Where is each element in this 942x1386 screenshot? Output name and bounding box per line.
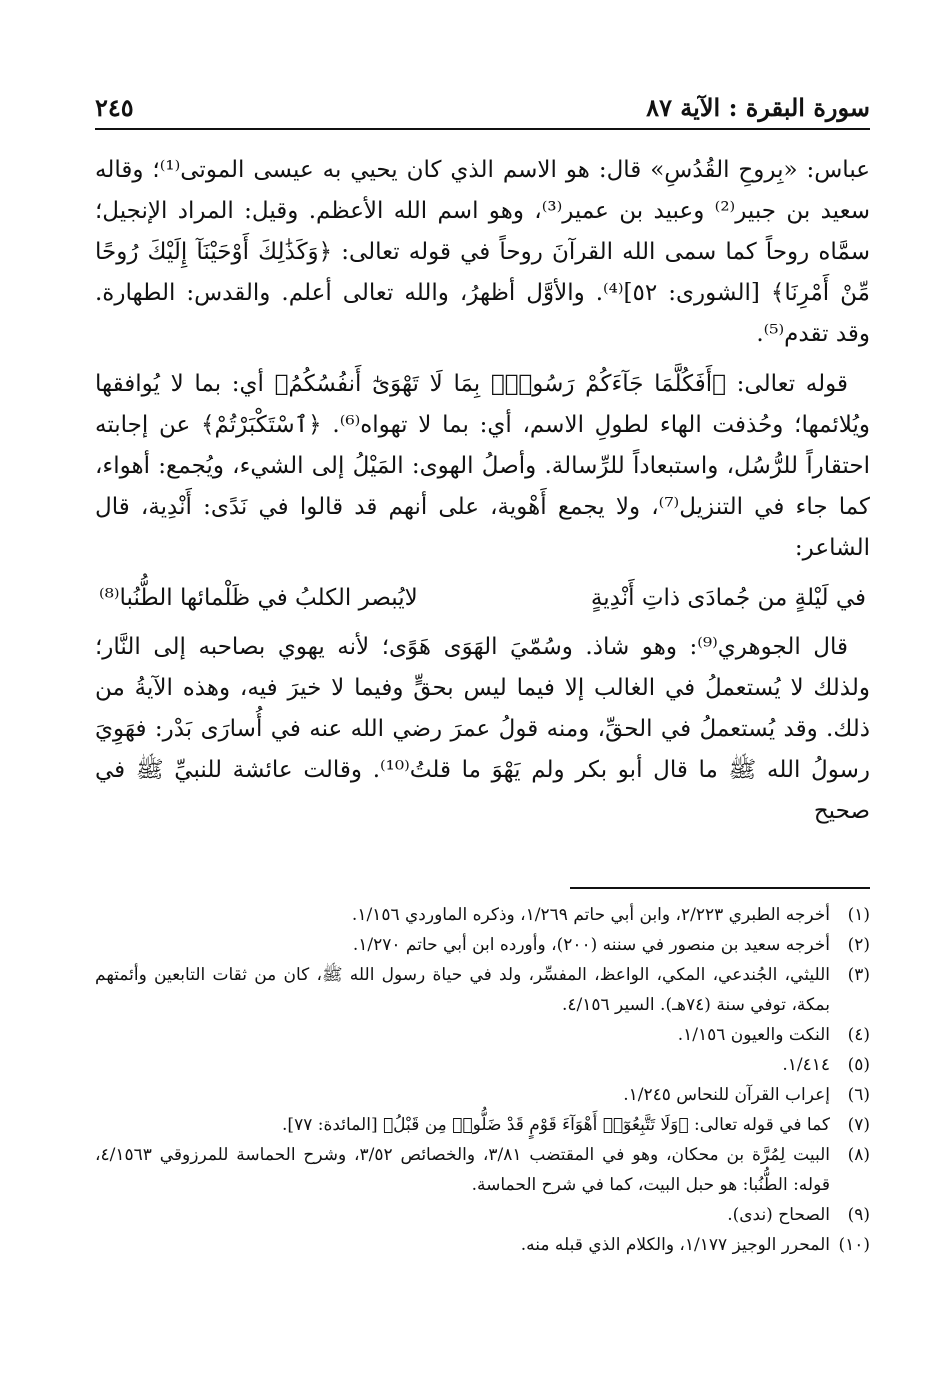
footnote-item [95,1140,870,1200]
footnote-text: البيت لِمُرَّة بن محكان، وهو في المقتضب ٣/٨١، والخصائص ٣/٥٢، وشرح الحماسة للمرزوقي ٤/١٥٦٣، قوله: الطُّنُبا: هو حبل البيت، كما في شرح الحماسة. [95,1145,830,1195]
footnote-item [95,1020,870,1050]
footnote-text: كما في قوله تعالى: ﴿وَلَا تَتَّبِعُوٓا۟ أَهْوَآءَ قَوْمٍ قَدْ ضَلُّوا۟ مِن قَبْلُ﴾ [المائدة: ٧٧]. [282,1115,830,1135]
footnote-text: ١/٤١٤. [782,1055,830,1075]
footnote-number: (٣) [847,965,870,985]
poem-first-hemistich: في لَيْلةٍ من جُمادَى ذاتِ أَنْدِيةٍ [590,585,866,611]
footnote-text: إعراب القرآن للنحاس ١/٢٤٥. [623,1085,830,1105]
paragraph-3: قال الجوهري⁽⁹⁾: وهو شاذ. وسُمّيَ الهَوَى هَوًى؛ لأنه يهوي بصاحبه إلى النَّار؛ ولذلك لا يُستعملُ في الغالب إلا فيما ليس بحقٍّ وفيما لا خيرَ فيه، وهذه الآيةُ من ذلك. وقد يُستعملُ في الحقِّ، ومنه قولُ عمرَ رضي الله عنه في أُسارَى بَدْر: فهَوِيَ رسولُ الله ﷺ ما قال أبو بكر ولم يَهْوَ ما قلتُ⁽¹⁰⁾. وقالت عائشة للنبيِّ ﷺ في صحيح [95,634,870,824]
poem-second-hemistich: لايُبصر الكلبُ في ظَلْمائها الطُّنُبا⁽⁸⁾ [99,585,418,611]
paragraph-1: عباس: «بِروحِ القُدُسِ» قال: هو الاسم الذي كان يحيي به عيسى الموتى⁽¹⁾؛ وقاله سعيد بن جبير⁽²⁾ وعبيد بن عمير⁽³⁾، وهو اسم الله الأعظم. وقيل: المراد الإنجيل؛ سمَّاه روحاً كما سمى الله القرآنَ روحاً في قوله تعالى: ﴿وَكَذَٰلِكَ أَوْحَيْنَآ إِلَيْكَ رُوحًا مِّنْ أَمْرِنَا﴾ [الشورى: ٥٢]⁽⁴⁾. والأوَّل أظهرُ، والله تعالى أعلم. والقدس: الطهارة. وقد تقدم⁽⁵⁾. [95,157,870,347]
footnote-separator [570,887,870,889]
poem-verse [95,578,870,619]
footnote-item [95,1080,870,1110]
footnote-number: (١٠) [838,1235,870,1255]
footnote-number: (٦) [847,1085,870,1105]
footnote-number: (٧) [847,1115,870,1135]
footnote-number: (٢) [847,935,870,955]
footnote-text: الليثي، الجُندعي، المكي، الواعظ، المفسِّر، ولد في حياة رسول الله ﷺ، كان من ثقات التابعين وأئمتهم بمكة، توفي سنة (٧٤هـ). السير ٤/١٥٦. [95,965,830,1015]
footnote-text: الصحاح (ندى). [727,1205,830,1225]
footnote-item [95,1200,870,1230]
footnote-number: (١) [847,905,870,925]
footnote-item [95,1110,870,1140]
footnote-text: المحرر الوجيز ١/١٧٧، والكلام الذي قبله منه. [520,1235,830,1255]
paragraph-2: قوله تعالى: ﴿أَفَكُلَّمَا جَآءَكُمْ رَسُولٌۢ بِمَا لَا تَهْوَىٰٓ أَنفُسُكُمُ﴾ أي: بما لا يُوافقها ويُلائمها؛ وحُذفت الهاء لطولِ الاسم، أي: بما لا تهواه⁽⁶⁾. ﴿ٱسْتَكْبَرْتُمْ﴾ عن إجابته احتقاراً للرُّسُل، واستبعاداً للرِّسالة. وأصلُ الهوى: المَيْلُ إلى الشيء، ويُجمع: أهواء، كما جاء في التنزيل⁽⁷⁾، ولا يجمع أَهْوية، على أنهم قد قالوا في نَدًى: أَنْدِية، قال الشاعر: [95,371,870,561]
footnote-number: (٩) [847,1205,870,1225]
footnote-number: (٥) [847,1055,870,1075]
page-header [95,82,870,130]
page-number: ٢٤٥ [95,93,134,122]
footnote-number: (٨) [847,1145,870,1165]
footnote-item [95,1050,870,1080]
footnotes [95,900,870,1260]
footnote-text: أخرجه الطبري ٢/٢٢٣، وابن أبي حاتم ١/٢٦٩، وذكره الماوردي ١/١٥٦. [351,905,830,925]
running-title: سورة البقرة : الآية ٨٧ [646,93,870,122]
footnote-number: (٤) [847,1025,870,1045]
footnote-text: أخرجه سعيد بن منصور في سننه (٢٠٠)، وأورده ابن أبي حاتم ١/٢٧٠. [352,935,830,955]
footnote-item [95,900,870,930]
footnote-text: النكت والعيون ١/١٥٦. [677,1025,830,1045]
footnote-item [95,960,870,1020]
footnote-item [95,1230,870,1260]
main-text [95,150,870,841]
footnote-item [95,930,870,960]
